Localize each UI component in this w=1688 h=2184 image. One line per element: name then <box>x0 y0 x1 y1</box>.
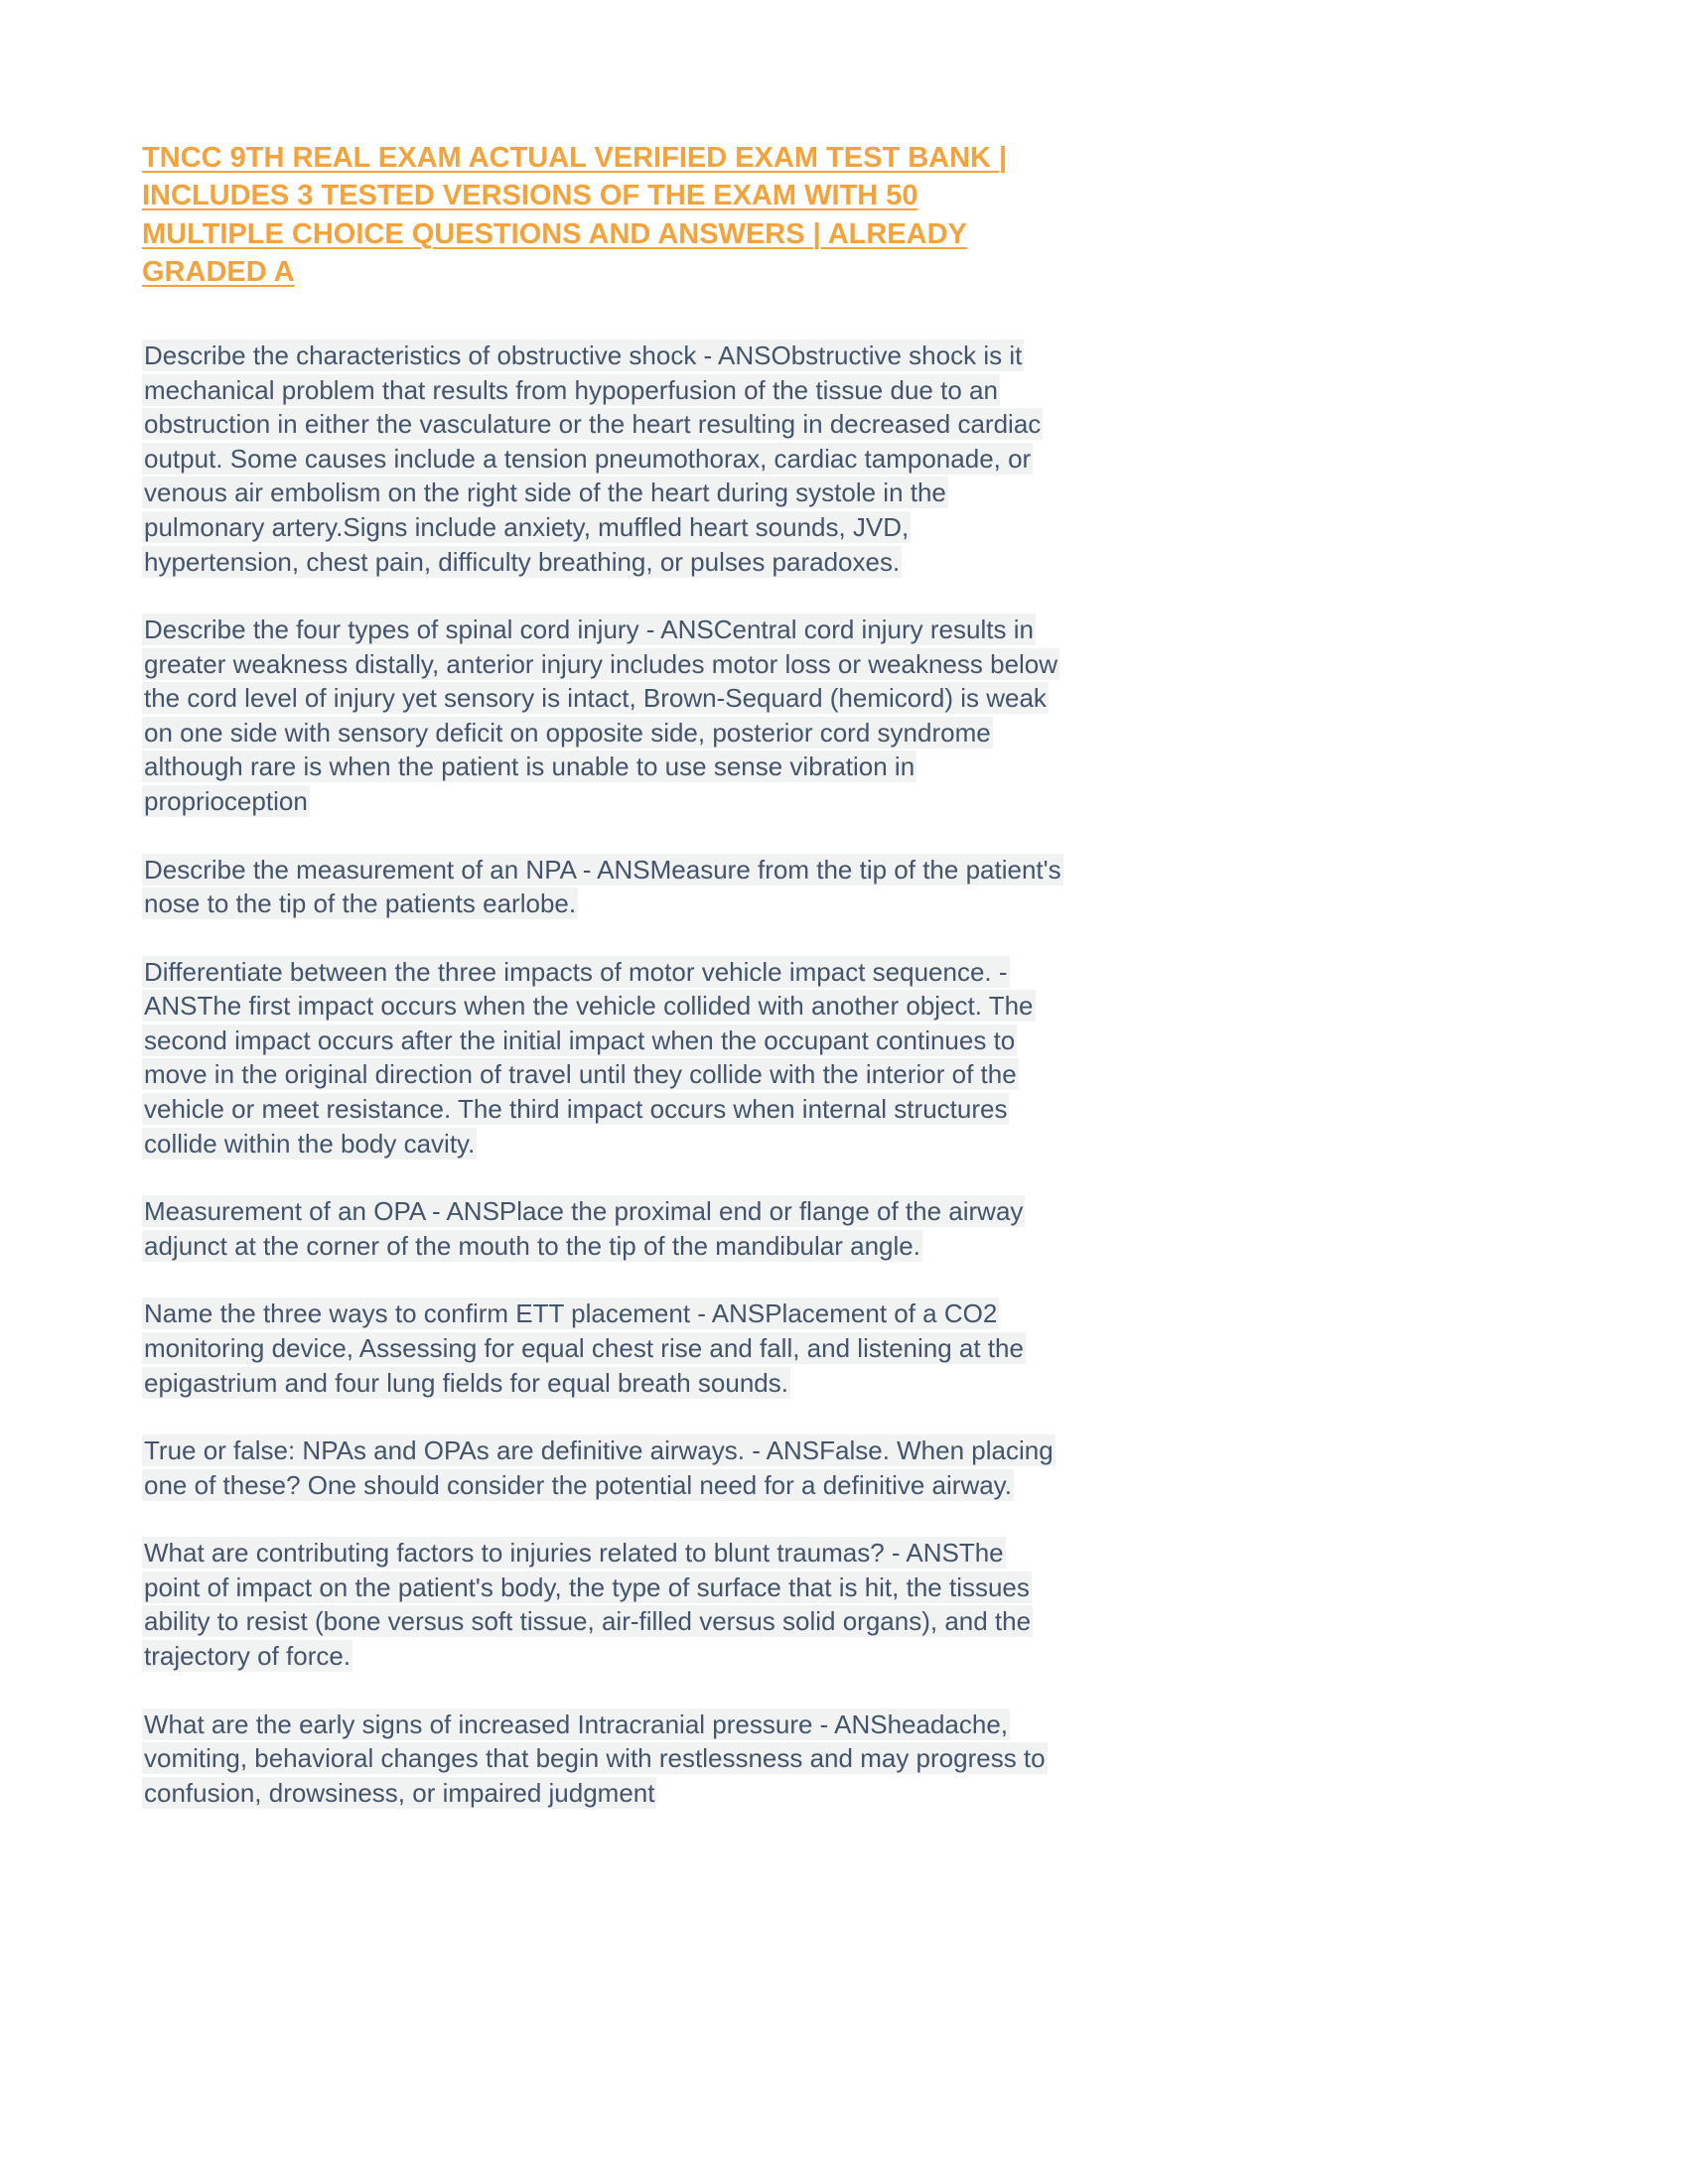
page-title <box>142 139 1061 291</box>
qa-paragraph-3 <box>142 853 1061 921</box>
page-title-text: TNCC 9TH REAL EXAM ACTUAL VERIFIED EXAM TEST BANK | INCLUDES 3 TESTED VERSIONS OF THE EXAM WITH 50 MULTIPLE CHOICE QUESTIONS AND ANSWERS | ALREADY GRADED A <box>142 142 1008 288</box>
qa-paragraph-2 <box>142 613 1061 818</box>
qa-paragraph-1 <box>142 339 1061 579</box>
qa-paragraph-2-text: Describe the four types of spinal cord injury - ANSCentral cord injury results in greater weakness distally, anterior injury includes motor loss or weakness below the cord level of injury yet sensory is intact, Brown-Sequard (hemicord) is weak on one side with sensory deficit on opposite side, posterior cord syndrome although rare is when the patient is unable to use sense vibration in proprioception <box>144 614 1058 816</box>
qa-paragraph-5 <box>142 1194 1061 1263</box>
qa-paragraph-8 <box>142 1536 1061 1673</box>
qa-paragraph-7 <box>142 1433 1061 1502</box>
document-page <box>142 139 1061 1843</box>
qa-paragraph-7-text: True or false: NPAs and OPAs are definitive airways. - ANSFalse. When placing one of these? One should consider the potential need for a definitive airway. <box>144 1435 1054 1500</box>
qa-paragraph-3-text: Describe the measurement of an NPA - ANSMeasure from the tip of the patient's nose to the tip of the patients earlobe. <box>144 854 1061 919</box>
qa-paragraph-5-text: Measurement of an OPA - ANSPlace the proximal end or flange of the airway adjunct at the corner of the mouth to the tip of the mandibular angle. <box>144 1196 1024 1261</box>
qa-paragraph-1-text: Describe the characteristics of obstructive shock - ANSObstructive shock is it mechanical problem that results from hypoperfusion of the tissue due to an obstruction in either the vasculature or the heart resulting in decreased cardiac output. Some causes include a tension pneumothorax, cardiac tamponade, or venous air embolism on the right side of the heart during systole in the pulmonary artery.Signs include anxiety, muffled heart sounds, JVD, hypertension, chest pain, difficulty breathing, or pulses paradoxes. <box>144 341 1042 577</box>
qa-paragraph-8-text: What are contributing factors to injuries related to blunt traumas? - ANSThe point of impact on the patient's body, the type of surface that is hit, the tissues ability to resist (bone versus soft tissue, air-filled versus solid organs), and the trajectory of force. <box>144 1538 1032 1671</box>
qa-paragraph-4-text: Differentiate between the three impacts of motor vehicle impact sequence. - ANSThe first impact occurs when the vehicle collided with another object. The second impact occurs after the initial impact when the occupant continues to move in the original direction of travel until they collide with the interior of the vehicle or meet resistance. The third impact occurs when internal structures collide within the body cavity. <box>144 956 1034 1159</box>
qa-paragraph-9-text: What are the early signs of increased Intracranial pressure - ANSheadache, vomiting, behavioral changes that begin with restlessness and may progress to confusion, drowsiness, or impaired judgment <box>144 1708 1046 1808</box>
qa-paragraph-4 <box>142 955 1061 1160</box>
qa-paragraph-9 <box>142 1707 1061 1811</box>
qa-paragraph-6-text: Name the three ways to confirm ETT placement - ANSPlacement of a CO2 monitoring device, Assessing for equal chest rise and fall, and listening at the epigastrium and four lung fields for equal breath sounds. <box>144 1298 1024 1398</box>
qa-paragraph-6 <box>142 1297 1061 1400</box>
